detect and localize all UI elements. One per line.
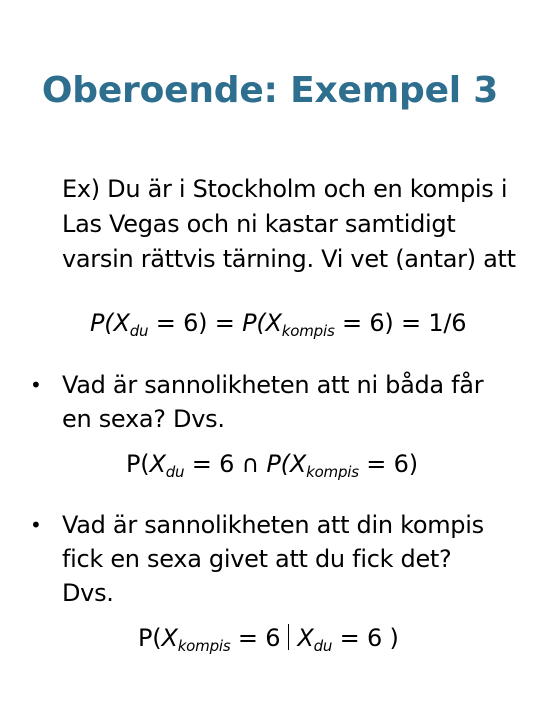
conditional-bar xyxy=(288,624,289,650)
formula-subscript: du xyxy=(165,463,185,481)
intro-line: Ex) Du är i Stockholm och en kompis i xyxy=(62,175,508,203)
bullet-line: Vad är sannolikheten att din kompis xyxy=(62,511,484,539)
bullet-line: en sexa? Dvs. xyxy=(62,405,225,433)
formula-text: P( xyxy=(266,450,290,478)
formula-subscript: kompis xyxy=(306,463,359,481)
formula-variable: X xyxy=(265,309,282,337)
formula-variable: X xyxy=(289,450,307,478)
formula-variable: X xyxy=(297,624,314,652)
formula-subscript: kompis xyxy=(177,637,231,655)
formula-subscript: du xyxy=(313,637,333,655)
bullet-marker: • xyxy=(30,513,42,537)
bullet-text xyxy=(62,368,532,436)
formula-text: = 6) xyxy=(358,450,418,478)
intro-line: Las Vegas och ni kastar samtidigt xyxy=(62,210,456,238)
bullet-marker: • xyxy=(30,373,42,397)
formula-text: P( xyxy=(126,450,150,478)
formula-variable: X xyxy=(161,624,178,652)
probability-formula-intersection xyxy=(126,450,418,481)
formula-text: P( xyxy=(242,309,266,337)
bullet-text xyxy=(62,508,532,610)
formula-text: P( xyxy=(138,624,162,652)
formula-text: P( xyxy=(90,309,114,337)
formula-subscript: du xyxy=(129,322,149,340)
probability-formula-conditional xyxy=(138,624,399,655)
bullet-line: fick en sexa givet att du fick det? xyxy=(62,545,452,573)
intro-line: varsin rättvis tärning. Vi vet (antar) att xyxy=(62,245,516,273)
formula-text: = 6 ) xyxy=(332,624,399,652)
formula-text: = 6) = xyxy=(148,309,243,337)
bullet-line: Vad är sannolikheten att ni båda får xyxy=(62,371,484,399)
formula-text: = 6) = 1/6 xyxy=(334,309,467,337)
formula-variable: X xyxy=(113,309,130,337)
probability-formula-marginal xyxy=(90,309,467,340)
formula-text: = 6 ∩ xyxy=(184,450,267,478)
bullet-line: Dvs. xyxy=(62,579,114,607)
formula-subscript: kompis xyxy=(281,322,335,340)
intro-paragraph xyxy=(62,172,532,277)
slide-title: Oberoende: Exempel 3 xyxy=(41,70,499,111)
formula-variable: X xyxy=(149,450,166,478)
formula-text: = 6 xyxy=(230,624,281,652)
